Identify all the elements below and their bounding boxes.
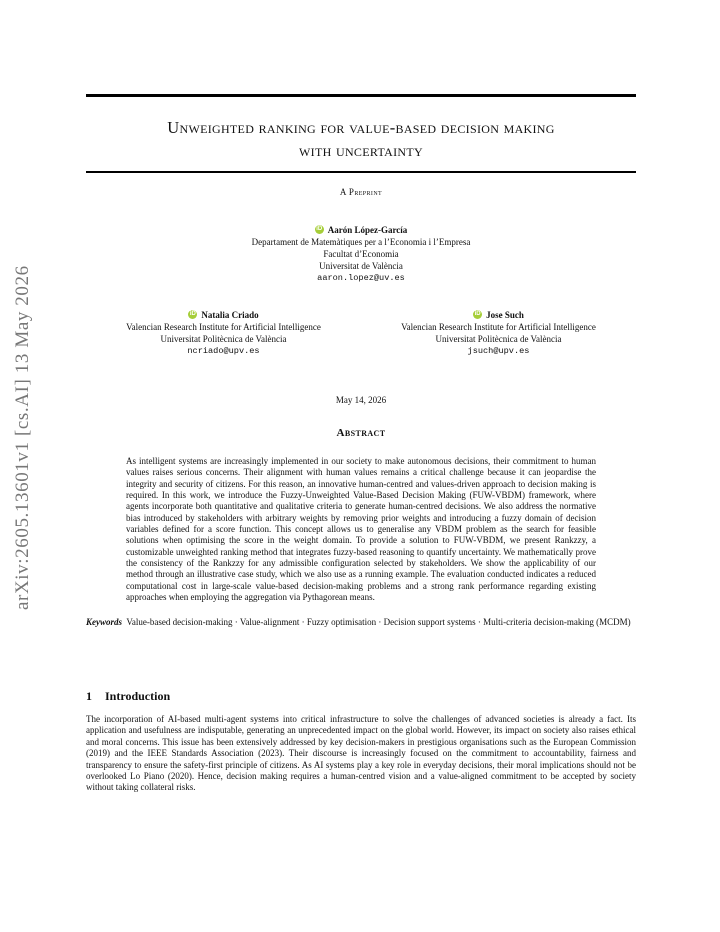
preprint-label: A Preprint: [339, 187, 383, 197]
author-affiliation: Universitat Politècnica de València: [160, 334, 287, 344]
orcid-icon[interactable]: iD: [316, 226, 323, 233]
author-affiliation: Universitat Politècnica de València: [435, 334, 562, 344]
author-name: Jose Such: [486, 310, 524, 320]
title-top-rule: [86, 94, 636, 97]
author-email[interactable]: aaron.lopez@uv.es: [317, 273, 405, 283]
abstract-text: As intelligent systems are increasingly implemented in our society to make autonomous decisions, their commitment to human values raises serious concerns. Their alignment with human values remains a critical challenge because it can jeopardise the integrity and security of citizens. For this reason, an innovative human-centred and values-driven approach to decision making is required. In this work, we introduce the Fuzzy-Unweighted Value-Based Decision Making (FUW-VBDM) framework, where agents incorporate both quantitative and qualitative criteria to generate human-centred decisions. We also address the normative bias introduced by stakeholders with arbitrary weights by removing prior weights and introducing a fuzzy domain of decision variables defined for a score function. This concept allows us to generalise any VBDM problem as the search for feasible solutions when optimising the score in the weight domain. To provide a solution to FUW-VBDM, we present Rankzzy, a customizable unweighted ranking method that integrates fuzzy-based reasoning to quantify uncertainty. We mathematically prove the consistency of the Rankzzy for any admissible configuration selected by stakeholders. We show the applicability of our method through an illustrative case study, which we also use as a running example. The evaluation conducted indicates a reduced computational cost in large-scale value-based decision-making problems and a strong rank performance regarding existing approaches when employing the aggregation via Pythagorean means.: [126, 456, 596, 603]
author-affiliation: Valencian Research Institute for Artificial Intelligence: [126, 322, 321, 332]
orcid-icon[interactable]: iD: [189, 311, 196, 318]
author-affiliation: Universitat de València: [319, 261, 403, 271]
author-name: Aarón López-García: [327, 225, 408, 235]
keywords-list: Value-based decision-making · Value-alignment · Fuzzy optimisation · Decision support systems · Multi-criteria decision-making (MCDM): [126, 617, 631, 627]
author-email[interactable]: ncriado@upv.es: [187, 346, 260, 356]
author-name: Natalia Criado: [201, 310, 259, 320]
author-affiliation: Departament de Matemàtiques per a l’Economia i l’Empresa: [251, 237, 471, 247]
title-bottom-rule: [86, 171, 636, 173]
author-block-1: [86, 224, 636, 284]
title-line-2: with uncertainty: [299, 141, 423, 160]
paper-date: May 14, 2026: [335, 395, 387, 405]
author-email[interactable]: jsuch@upv.es: [467, 346, 530, 356]
section-heading: [86, 689, 170, 704]
abstract-heading: Abstract: [336, 427, 386, 439]
section-number: 1: [86, 689, 92, 703]
arxiv-identifier: arXiv:2605.13601v1 [cs.AI] 13 May 2026: [12, 265, 33, 610]
keywords: [86, 617, 636, 628]
orcid-icon[interactable]: iD: [474, 311, 481, 318]
intro-paragraph: The incorporation of AI-based multi-agent systems into critical infrastructure to solve the challenges of advanced societies is already a fact. Its application and usefulness are indisputable, generating an unprecedented impact on the global world. However, its impact on society also raises ethical and moral concerns. This issue has been extensively addressed by key decision-makers in prestigious organisations such as the European Commission (2019) and the IEEE Standards Association (2023). Their discourse is increasingly focused on the commitment to accountability, fairness and transparency to ensure the safety-first principle of citizens. As AI systems play a key role in everyday decisions, their moral implications should not be overlooked Lo Piano (2020). Hence, decision making requires a human-centred vision and a value-aligned commitment to be accepted by society without taking collateral risks.: [86, 714, 636, 793]
paper-title: [86, 116, 636, 162]
author-affiliation: Facultat d’Economia: [323, 249, 399, 259]
title-line-1: Unweighted ranking for value-based decision making: [167, 118, 555, 137]
author-block-2: [86, 309, 361, 357]
author-affiliation: Valencian Research Institute for Artificial Intelligence: [401, 322, 596, 332]
section-title: Introduction: [105, 689, 171, 703]
author-block-3: [361, 309, 636, 357]
keywords-label: Keywords: [86, 617, 122, 627]
